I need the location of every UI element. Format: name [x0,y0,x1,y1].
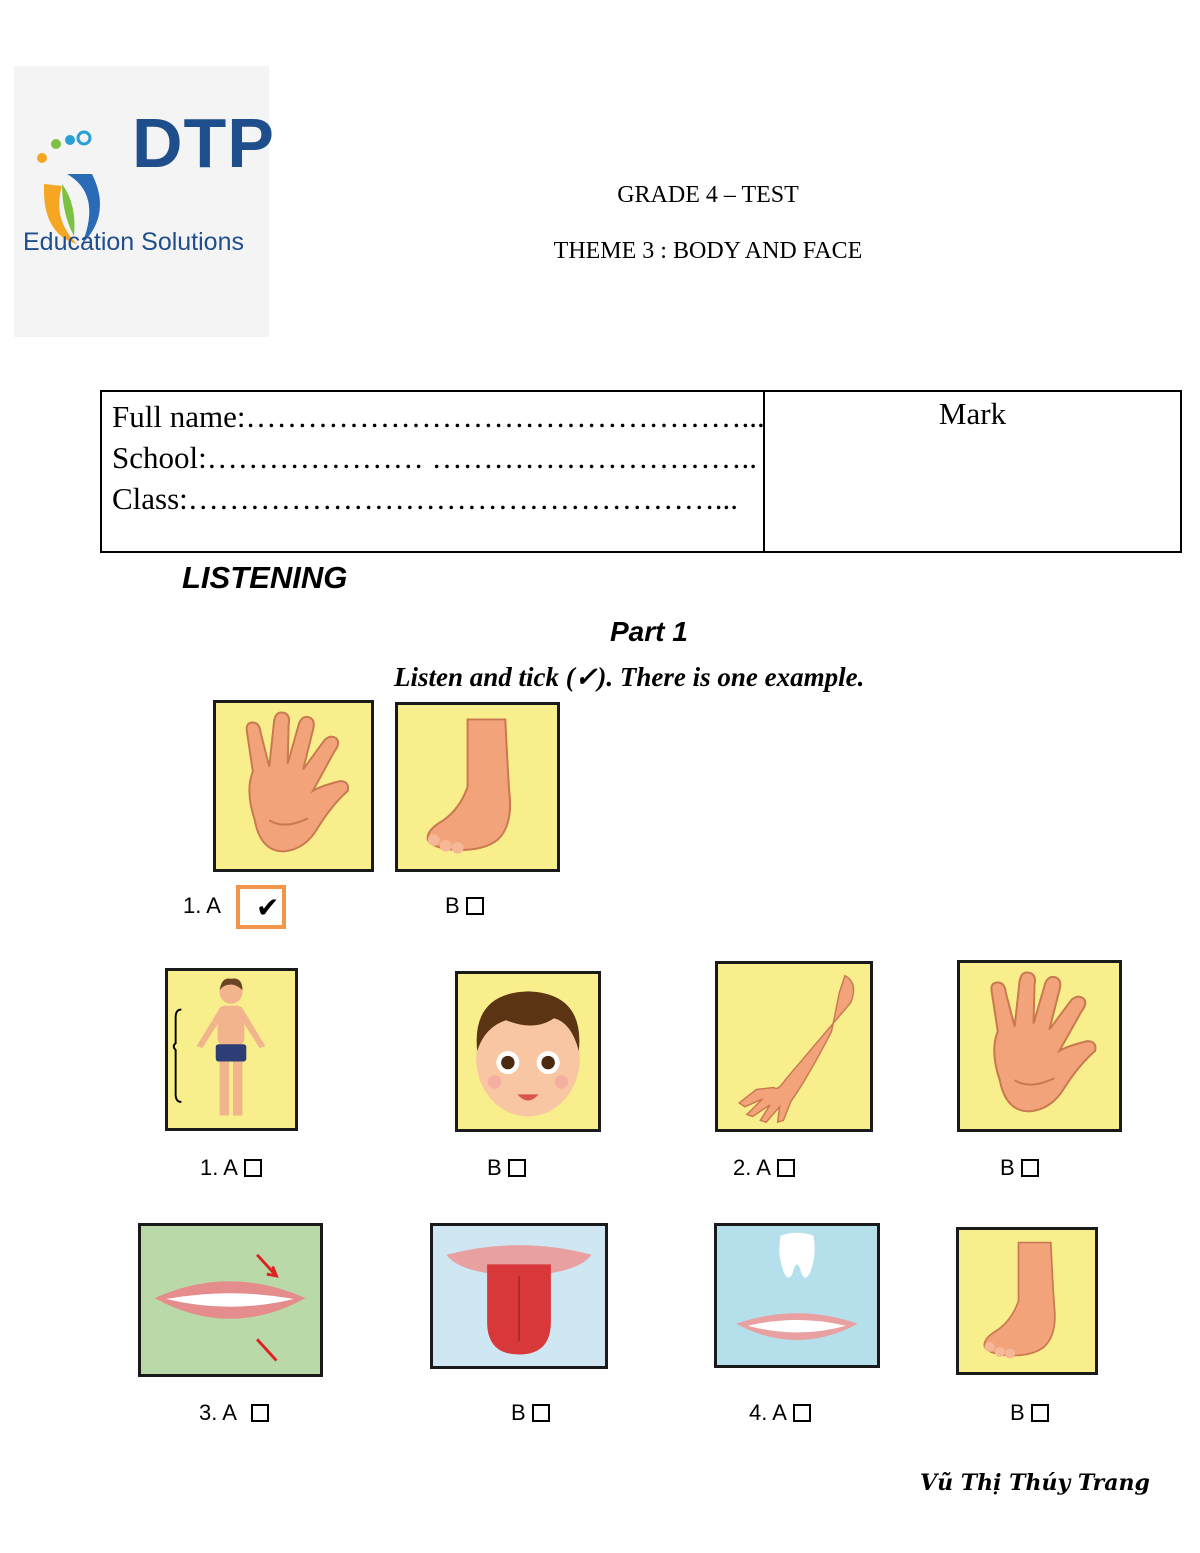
checkbox[interactable] [466,897,484,915]
label-3b: B [511,1400,526,1425]
face-icon [455,971,601,1132]
class-field[interactable]: Class:……………………………………………... [112,481,739,516]
test-theme: THEME 3 : BODY AND FACE [553,238,863,264]
checkbox[interactable] [793,1404,811,1422]
example-option-b [445,893,484,919]
label-1a: 1. A [200,1155,238,1180]
school-field[interactable]: School:………………… ………………………….. [112,440,757,475]
author-signature: Vũ Thị Thúy Trang [920,1470,1150,1496]
hand-icon [957,960,1122,1132]
student-info-table [100,390,1182,553]
option-3b [511,1400,550,1426]
checkbox[interactable] [251,1404,269,1422]
option-4b [1010,1400,1049,1426]
option-2b [1000,1155,1039,1181]
checkbox[interactable] [777,1159,795,1177]
example-tick-checkbox[interactable] [236,885,286,929]
teeth-icon [714,1223,880,1368]
logo-tagline: Education Solutions [23,228,244,256]
tongue-icon [430,1223,608,1369]
foot-icon [395,702,560,872]
label-1b: B [487,1155,502,1180]
option-3a [199,1400,269,1426]
option-1b [487,1155,526,1181]
example-label-b: B [445,893,460,918]
checkbox[interactable] [532,1404,550,1422]
checkbox[interactable] [508,1159,526,1177]
smile-icon [138,1223,323,1377]
instruction: Listen and tick (✓). There is one example. [394,662,865,692]
checkbox[interactable] [1021,1159,1039,1177]
arm-icon [715,961,873,1132]
student-info-fields [102,392,765,551]
checkbox[interactable] [244,1159,262,1177]
full-name-field[interactable]: Full name:…………………………………………... [112,399,765,434]
option-4a [749,1400,811,1426]
checkbox[interactable] [1031,1404,1049,1422]
test-title: GRADE 4 – TEST [617,182,799,208]
label-2a: 2. A [733,1155,771,1180]
label-4a: 4. A [749,1400,787,1425]
label-4b: B [1010,1400,1025,1425]
label-3a: 3. A [199,1400,237,1425]
mark-cell: Mark [938,396,1007,431]
section-heading: LISTENING [182,560,348,595]
option-2a [733,1155,795,1181]
label-2b: B [1000,1155,1015,1180]
example-label-a: 1. A [183,893,221,918]
body-icon [165,968,298,1131]
hand-icon [213,700,374,872]
part-heading: Part 1 [610,616,688,647]
foot-icon [956,1227,1098,1375]
logo [14,66,275,337]
tick-mark: ✔ [256,891,280,924]
logo-brand: DTP [132,104,275,182]
option-1a [200,1155,262,1181]
